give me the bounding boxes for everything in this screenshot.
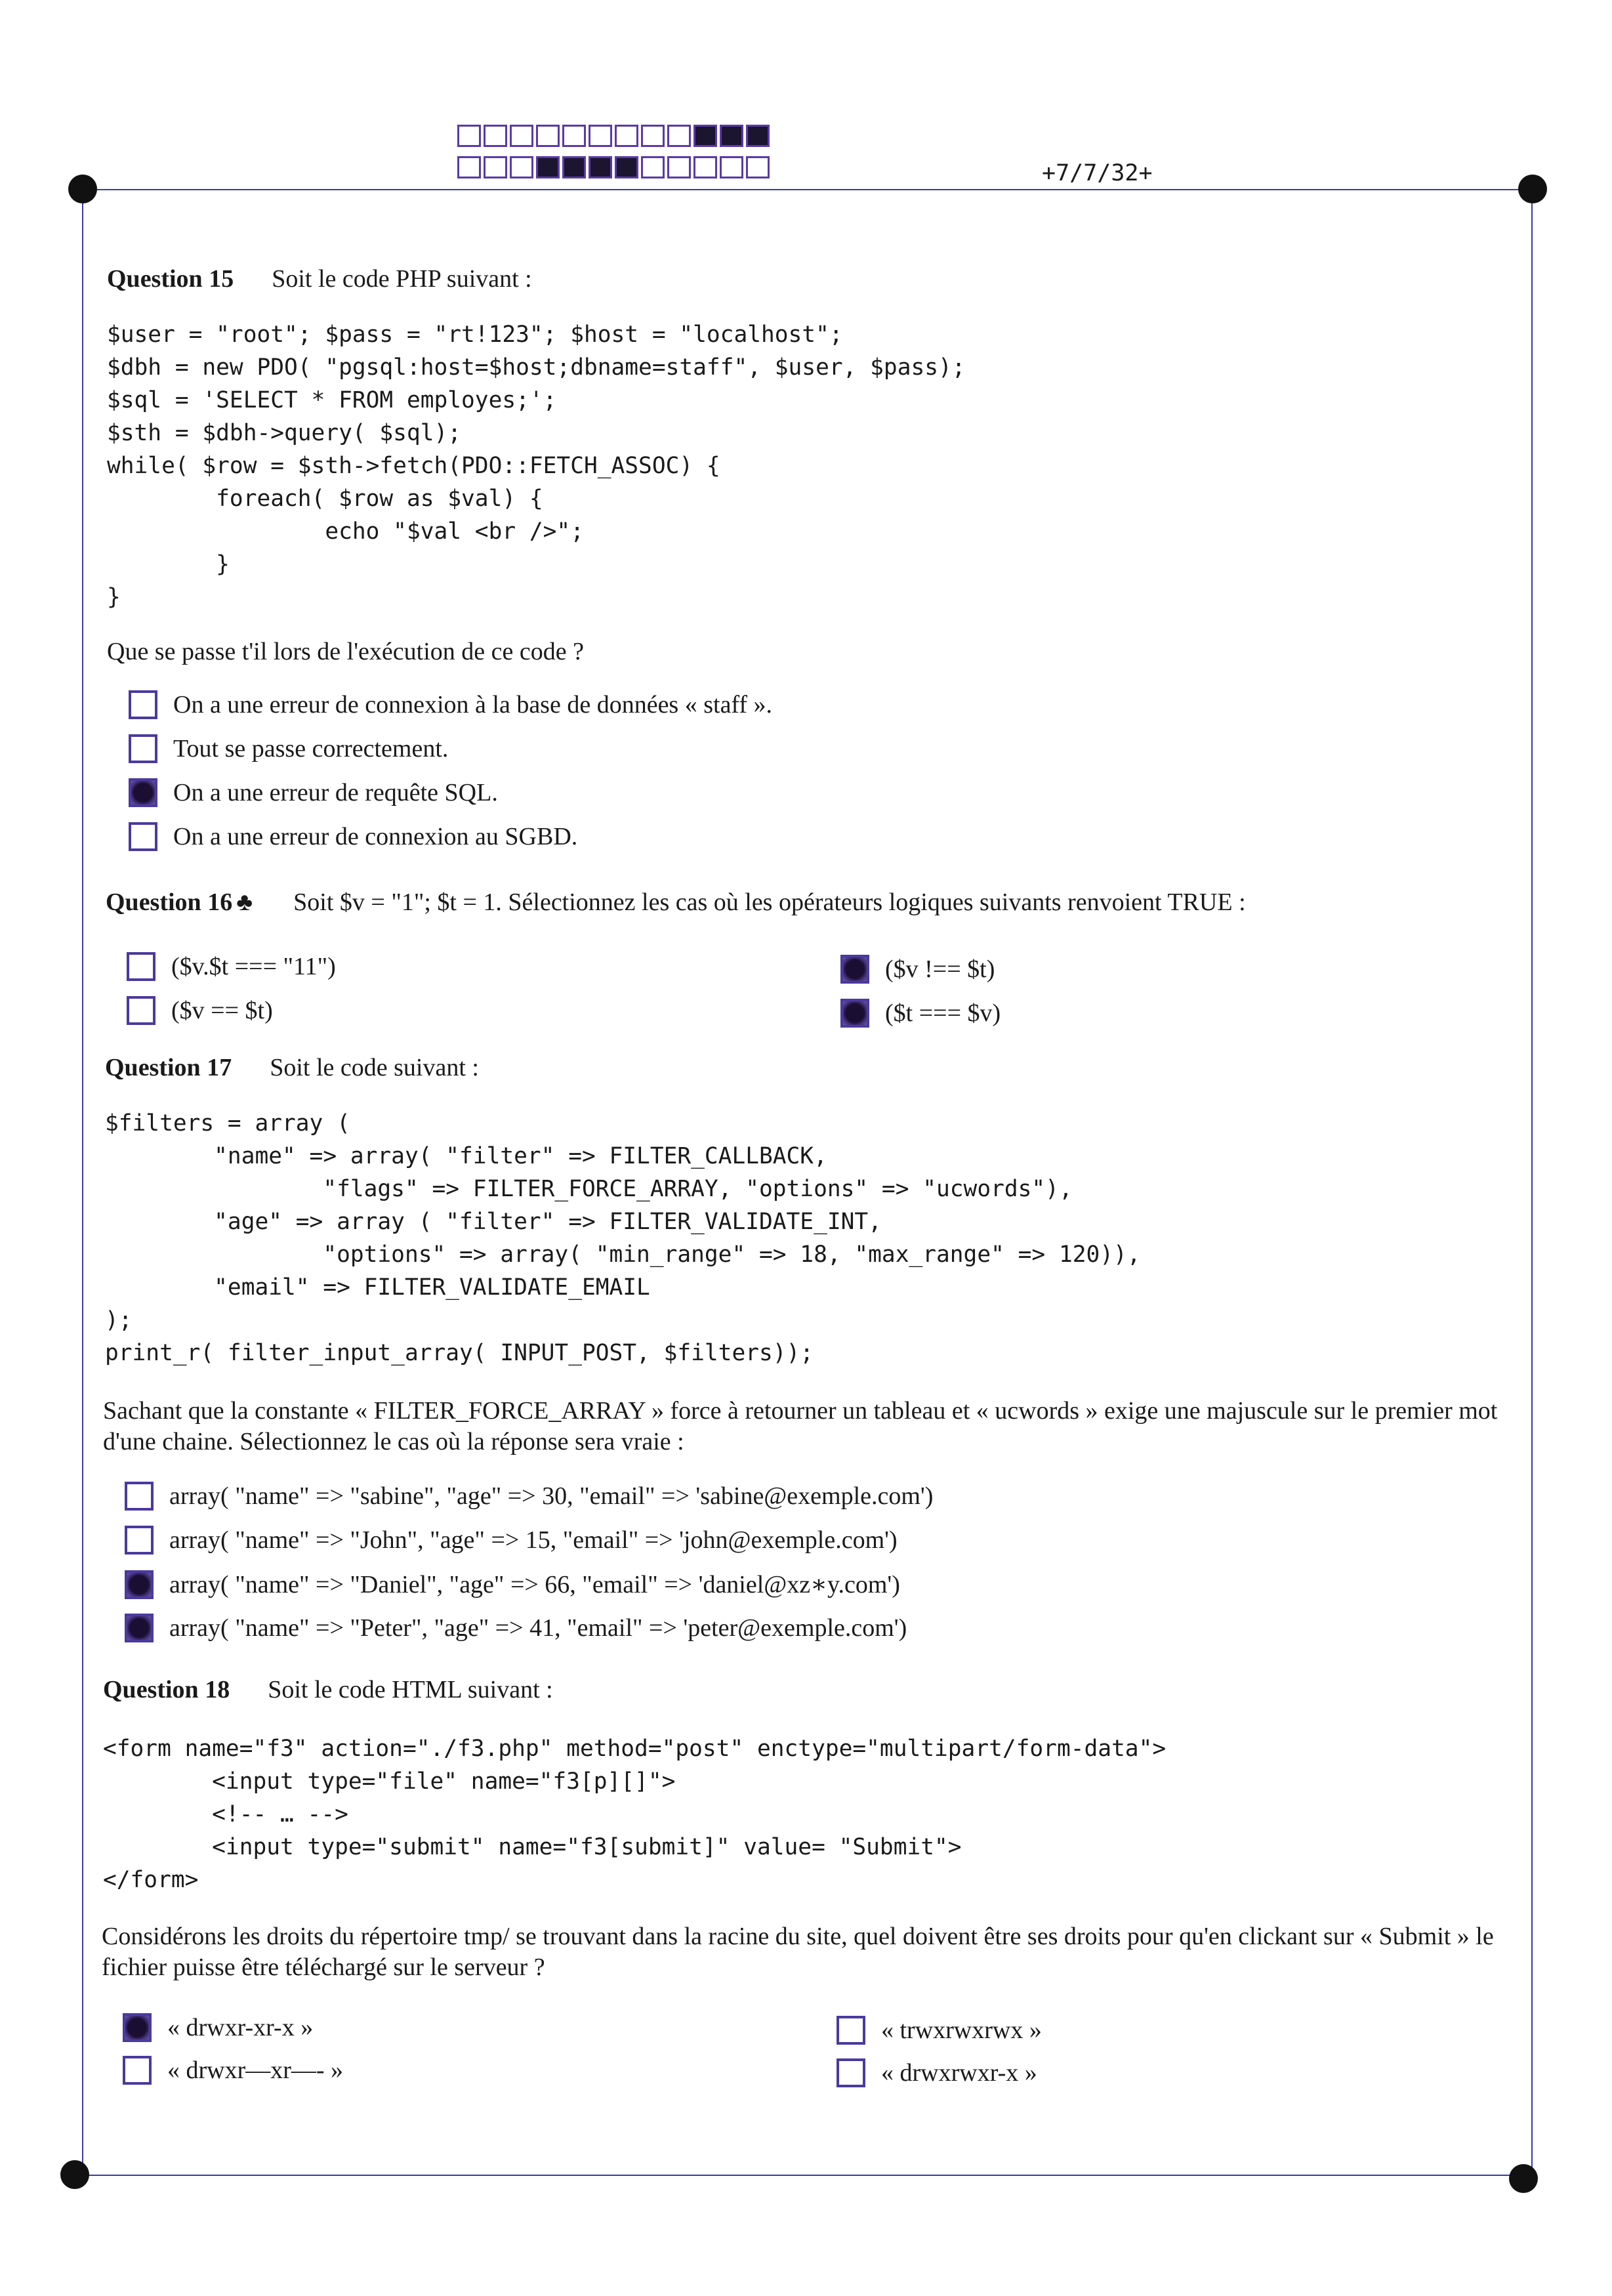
registration-mark-bottom-left [60, 2160, 89, 2189]
barcode-cell [693, 156, 717, 178]
q17-option[interactable] [125, 1570, 900, 1599]
checkbox[interactable] [125, 1570, 154, 1599]
checkbox[interactable] [840, 999, 869, 1028]
q18-option[interactable] [837, 2016, 1042, 2045]
checkbox[interactable] [129, 734, 157, 763]
q18-question: Considérons les droits du répertoire tmp/ se trouvant dans la racine du site, quel doivent être ses droits pour qu'en clickant sur « Submit » le fichier puisse être téléchargé sur le serveur ? [102, 1923, 1494, 1981]
option-label: array( "name" => "Peter", "age" => 41, "email" => 'peter@exemple.com') [169, 1614, 907, 1642]
barcode-cell [615, 125, 638, 147]
barcode-cell [693, 125, 717, 147]
q18-option[interactable] [123, 2056, 343, 2085]
q17-code: $filters = array ( "name" => array( "filter" => FILTER_CALLBACK, "flags" => FILTER_FORCE_ARRAY, "options" => "ucwords"), "age" => array ( "filter" => FILTER_VALIDATE_INT, "options" => array( "min_range" => 18, "max_range" => 120)), "email" => FILTER_VALIDATE_EMAIL ); print_r( filter_input_array( INPUT_POST, $filters)); [105, 1110, 1141, 1366]
checkbox[interactable] [129, 822, 157, 851]
q17-option[interactable] [125, 1526, 898, 1555]
barcode-cell [536, 125, 560, 147]
checkbox[interactable] [129, 778, 157, 807]
barcode-cell [562, 156, 586, 178]
option-label: array( "name" => "Daniel", "age" => 66, "email" => 'daniel@xz∗y.com') [169, 1571, 900, 1598]
option-label: ($v == $t) [171, 997, 273, 1024]
barcode-cell [667, 156, 691, 178]
checkbox[interactable] [125, 1482, 154, 1511]
checkbox[interactable] [837, 2016, 865, 2045]
barcode-cell [615, 156, 638, 178]
checkbox[interactable] [840, 955, 869, 984]
barcode-cell [746, 125, 770, 147]
option-label: On a une erreur de connexion à la base de données « staff ». [173, 691, 773, 719]
option-label: array( "name" => "John", "age" => 15, "email" => 'john@exemple.com') [169, 1526, 898, 1554]
barcode-cell [589, 156, 612, 178]
q18-title: Question 18 [103, 1676, 230, 1703]
page-code: +7/7/32+ [1042, 160, 1153, 186]
checkbox[interactable] [127, 952, 155, 981]
registration-mark-top-left [68, 175, 97, 203]
barcode-cell [457, 156, 481, 178]
q15-option[interactable] [129, 822, 577, 851]
barcode-cell [536, 156, 560, 178]
checkbox[interactable] [837, 2058, 865, 2087]
q16-option[interactable] [127, 996, 273, 1025]
option-label: array( "name" => "sabine", "age" => 30, "email" => 'sabine@exemple.com') [169, 1482, 934, 1510]
club-icon: ♣ [236, 888, 253, 916]
q16-heading [106, 888, 1246, 917]
q15-code: $user = "root"; $pass = "rt!123"; $host = "localhost"; $dbh = new PDO( "pgsql:host=$host;dbname=staff", $user, $pass); $sql = 'SELECT * FROM employes;'; $sth = $dbh->query( $sql); while( $row = $sth->fetch(PDO::FETCH_ASSOC) { foreach( $row as $val) { echo "$val <br />"; } } [107, 322, 966, 610]
q17-title: Question 17 [105, 1054, 232, 1081]
option-label: « trwxrwxrwx » [881, 2016, 1042, 2044]
q15-heading [107, 264, 532, 293]
q17-option[interactable] [125, 1614, 907, 1642]
q17-question: Sachant que la constante « FILTER_FORCE_ARRAY » force à retourner un tableau et « ucwords » exige une majuscule sur le premier mot d'une chaine. Sélectionnez le cas où la réponse sera vraie : [103, 1397, 1498, 1455]
barcode-cell [720, 125, 743, 147]
option-label: ($v.$t === "11") [171, 953, 336, 980]
barcode-cell [510, 156, 533, 178]
q16-option[interactable] [840, 999, 1001, 1028]
option-label: ($v !== $t) [885, 955, 995, 983]
q15-title: Question 15 [107, 265, 234, 293]
barcode-cell [641, 156, 665, 178]
checkbox[interactable] [129, 690, 157, 719]
barcode-cell [589, 125, 612, 147]
barcode-cell [484, 156, 507, 178]
q15-question: Que se passe t'il lors de l'exécution de ce code ? [107, 638, 584, 665]
barcode-cell [720, 156, 743, 178]
q15-option[interactable] [129, 778, 498, 807]
registration-mark-bottom-right [1509, 2164, 1538, 2193]
checkbox[interactable] [127, 996, 155, 1025]
option-label: « drwxr-xr-x » [167, 2014, 314, 2041]
barcode-cell [510, 125, 533, 147]
q17-heading [105, 1053, 479, 1082]
option-label: Tout se passe correctement. [173, 735, 449, 762]
q16-intro: Soit $v = "1"; $t = 1. Sélectionnez les cas où les opérateurs logiques suivants renvoient TRUE : [293, 888, 1246, 916]
barcode-cell [562, 125, 586, 147]
barcode-cell [641, 125, 665, 147]
barcode-cell [457, 125, 481, 147]
q18-option[interactable] [123, 2013, 313, 2042]
q18-option[interactable] [837, 2058, 1037, 2087]
q18-code: <form name="f3" action="./f3.php" method="post" enctype="multipart/form-data"> <input type="file" name="f3[p][]"> <!-- … --> <input type="submit" name="f3[submit]" value= "Submit"> </form> [103, 1736, 1167, 1893]
q15-intro: Soit le code PHP suivant : [272, 265, 532, 293]
barcode-row-1 [457, 125, 772, 147]
option-label: ($t === $v) [885, 999, 1001, 1027]
checkbox[interactable] [125, 1614, 154, 1642]
barcode-cell [484, 125, 507, 147]
q18-intro: Soit le code HTML suivant : [268, 1676, 553, 1703]
q17-option[interactable] [125, 1482, 933, 1511]
option-label: « drwxrwxr-x » [881, 2059, 1037, 2087]
checkbox[interactable] [123, 2056, 152, 2085]
barcode-cell [746, 156, 770, 178]
q15-option[interactable] [129, 690, 772, 719]
registration-mark-top-right [1518, 175, 1547, 203]
q15-option[interactable] [129, 734, 448, 763]
checkbox[interactable] [123, 2013, 152, 2042]
option-label: On a une erreur de requête SQL. [173, 779, 498, 806]
q18-heading [103, 1675, 553, 1704]
barcode-cell [667, 125, 691, 147]
barcode-row-2 [457, 156, 772, 178]
q16-title: Question 16 ♣ [106, 888, 253, 916]
q17-intro: Soit le code suivant : [270, 1054, 479, 1081]
checkbox[interactable] [125, 1526, 154, 1555]
option-label: On a une erreur de connexion au SGBD. [173, 823, 578, 850]
q16-option[interactable] [840, 955, 995, 984]
q16-option[interactable] [127, 952, 336, 981]
option-label: « drwxr—xr—- » [167, 2056, 344, 2084]
